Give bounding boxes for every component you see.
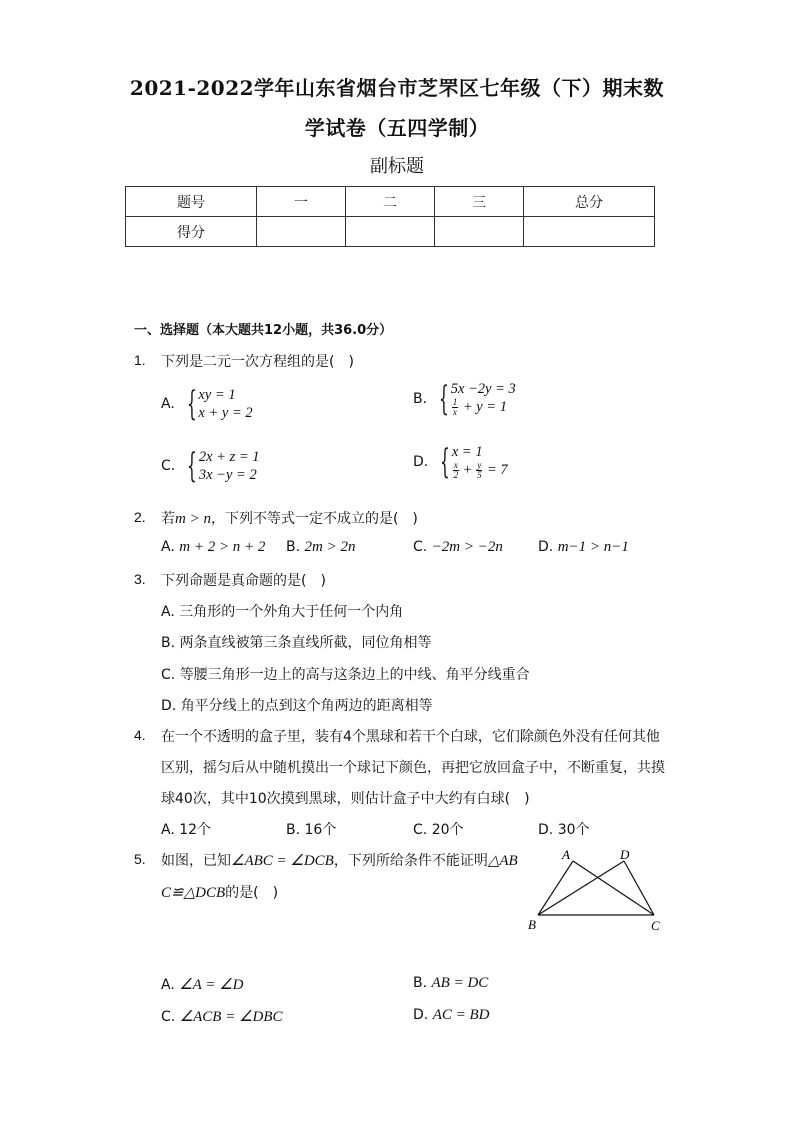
numerator: 1: [452, 397, 458, 408]
point-label-b: B: [528, 917, 536, 932]
option-label: D.: [413, 453, 429, 470]
option-text: ∠A = ∠D: [179, 977, 244, 993]
option-text: ∠ACB = ∠DBC: [179, 1009, 283, 1025]
numerator: x: [453, 460, 458, 471]
question-stem: 下列是二元一次方程组的是( ): [161, 354, 354, 370]
equation-line: 2x + z = 1: [198, 449, 260, 465]
option-label: B.: [286, 539, 301, 555]
option-label: D.: [538, 822, 554, 838]
question-number: 2.: [134, 509, 146, 525]
option-label: D.: [161, 698, 177, 714]
option-label: C.: [161, 458, 176, 474]
option-b[interactable]: [161, 632, 432, 652]
option-c[interactable]: [161, 1007, 283, 1026]
equation-line: xy = 1: [198, 387, 236, 403]
option-c[interactable]: [413, 539, 503, 556]
equation-line: x = 1: [451, 444, 483, 460]
option-label: B.: [413, 390, 428, 407]
score-cell: [257, 217, 346, 247]
stem-math: m > n: [175, 511, 211, 527]
score-cell: [524, 217, 655, 247]
score-header-cell: 总分: [524, 187, 655, 217]
section-heading: 一、选择题（本大题共12小题，共36.0分）: [134, 323, 393, 338]
equation-rest: = 7: [486, 462, 508, 478]
fraction: [453, 461, 459, 480]
option-label: C.: [161, 667, 176, 683]
option-d[interactable]: [413, 1007, 489, 1024]
option-text: 30个: [557, 822, 590, 838]
option-text: 16个: [304, 822, 337, 838]
score-header-cell: 题号: [126, 187, 257, 217]
paper-title-line2: 学试卷（五四学制）: [304, 116, 490, 140]
option-text: AC = BD: [432, 1007, 490, 1023]
option-text: 20个: [431, 822, 464, 838]
option-b[interactable]: [286, 819, 336, 839]
question-stem-line: 区别，摇匀后从中随机摸出一个球记下颜色，再把它放回盒子中，不断重复，共摸: [161, 760, 665, 776]
option-a[interactable]: [161, 819, 211, 839]
option-label: A.: [161, 822, 175, 838]
option-label: C.: [413, 822, 428, 838]
option-c[interactable]: [413, 819, 464, 839]
option-b[interactable]: [286, 539, 355, 556]
score-table-score-row: [126, 217, 655, 247]
score-header-cell: 二: [346, 187, 435, 217]
question-stem: 下列命题是真命题的是( ): [161, 573, 326, 589]
option-label: A.: [161, 539, 175, 555]
option-text: m + 2 > n + 2: [179, 539, 266, 555]
numerator: y: [477, 460, 482, 471]
question-stem-line: 在一个不透明的盒子里，装有4个黑球和若干个白球，它们除颜色外没有任何其他: [161, 729, 660, 745]
question-number: 5.: [134, 851, 146, 867]
option-label: A.: [161, 977, 175, 993]
option-text: 2m > 2n: [304, 539, 356, 555]
option-label: B.: [413, 975, 428, 991]
question-stem-line: [161, 882, 278, 902]
stem-math: △AB: [487, 853, 518, 869]
question-stem-line: 球40次，其中10次摸到黑球，则估计盒子中大约有白球( ): [161, 791, 530, 807]
equation-system: [452, 443, 508, 480]
point-label-d: D: [620, 847, 630, 862]
paper-title-line1: 2021-2022学年山东省烟台市芝罘区七年级（下）期末数: [129, 76, 665, 100]
option-d[interactable]: [538, 819, 590, 839]
score-cell: [435, 217, 524, 247]
stem-math: C≌△DCB: [161, 885, 226, 901]
equation-system: [199, 448, 260, 484]
question-stem-line: [161, 850, 518, 870]
brace-symbol: {: [440, 441, 450, 482]
option-text: −2m > −2n: [431, 539, 503, 555]
brace-symbol: {: [186, 384, 197, 424]
triangle-figure: [520, 845, 670, 935]
option-text: 两条直线被第三条直线所截，同位角相等: [179, 635, 432, 651]
denominator: x: [452, 407, 457, 418]
score-row-label: 得分: [126, 217, 257, 247]
question-stem: [161, 508, 418, 528]
stem-text: ，下列不等式一定不成立的是( ): [210, 511, 418, 527]
equation-system: [198, 386, 252, 422]
option-text: 三角形的一个外角大于任何一个内角: [179, 604, 404, 620]
option-a[interactable]: [161, 386, 253, 422]
denominator: 2: [453, 470, 459, 481]
option-text: 等腰三角形一边上的高与这条边上的中线、角平分线重合: [179, 667, 530, 683]
option-label: B.: [286, 822, 301, 838]
point-label-c: C: [651, 918, 660, 933]
option-d[interactable]: [538, 539, 629, 556]
score-header-cell: 一: [257, 187, 346, 217]
paper-subtitle: 副标题: [370, 156, 424, 177]
option-label: D.: [413, 1007, 429, 1023]
stem-text: 如图，已知: [161, 853, 231, 869]
equation-line: $\frac{x}{2}$ + $\frac{y}{5}$ = 7: [453, 460, 508, 481]
score-cell: [346, 217, 435, 247]
option-a[interactable]: [161, 975, 243, 994]
option-label: A.: [161, 604, 175, 620]
option-c[interactable]: [161, 448, 260, 484]
option-d[interactable]: [413, 443, 508, 480]
stem-text: 的是( ): [225, 885, 279, 901]
question-number: 1.: [134, 352, 146, 368]
equation-line: 5x −2y = 3: [450, 381, 516, 397]
equation-system: [451, 380, 516, 417]
option-d[interactable]: [161, 695, 433, 715]
stem-math: ∠ABC = ∠DCB: [231, 853, 334, 869]
option-label: C.: [161, 1009, 176, 1025]
option-a[interactable]: [161, 539, 265, 556]
question-number: 3.: [134, 571, 146, 587]
option-b[interactable]: [413, 975, 488, 992]
stem-text: 若: [161, 511, 175, 527]
equation-line: [451, 398, 516, 417]
segment-dc: [624, 861, 654, 915]
question-number: 4.: [134, 727, 146, 743]
equation-line: x + y = 2: [198, 405, 253, 421]
stem-text: ，下列所给条件不能证明: [333, 853, 488, 869]
option-label: D.: [538, 539, 554, 555]
fraction: [476, 461, 482, 480]
segment-bd: [538, 861, 624, 915]
option-a[interactable]: [161, 601, 403, 621]
option-text: m−1 > n−1: [557, 539, 629, 555]
denominator: 5: [477, 470, 482, 481]
option-b[interactable]: [413, 380, 516, 417]
segment-ac: [573, 861, 654, 915]
equation-rest: + y = 1: [462, 399, 507, 415]
score-table: [125, 186, 655, 247]
brace-symbol: {: [439, 378, 449, 419]
point-label-a: A: [562, 847, 570, 862]
fraction: [452, 398, 459, 417]
option-c[interactable]: [161, 664, 530, 684]
score-header-cell: 三: [435, 187, 524, 217]
score-table-header-row: [126, 187, 655, 217]
option-label: A.: [161, 396, 175, 412]
option-label: C.: [413, 539, 428, 555]
brace-symbol: {: [187, 446, 197, 486]
option-text: 角平分线上的点到这个角两边的距离相等: [180, 698, 433, 714]
equation-line: 3x −y = 2: [198, 467, 257, 483]
option-text: 12个: [179, 822, 212, 838]
segment-ab: [538, 861, 573, 915]
option-text: AB = DC: [431, 975, 489, 991]
option-label: B.: [161, 635, 176, 651]
